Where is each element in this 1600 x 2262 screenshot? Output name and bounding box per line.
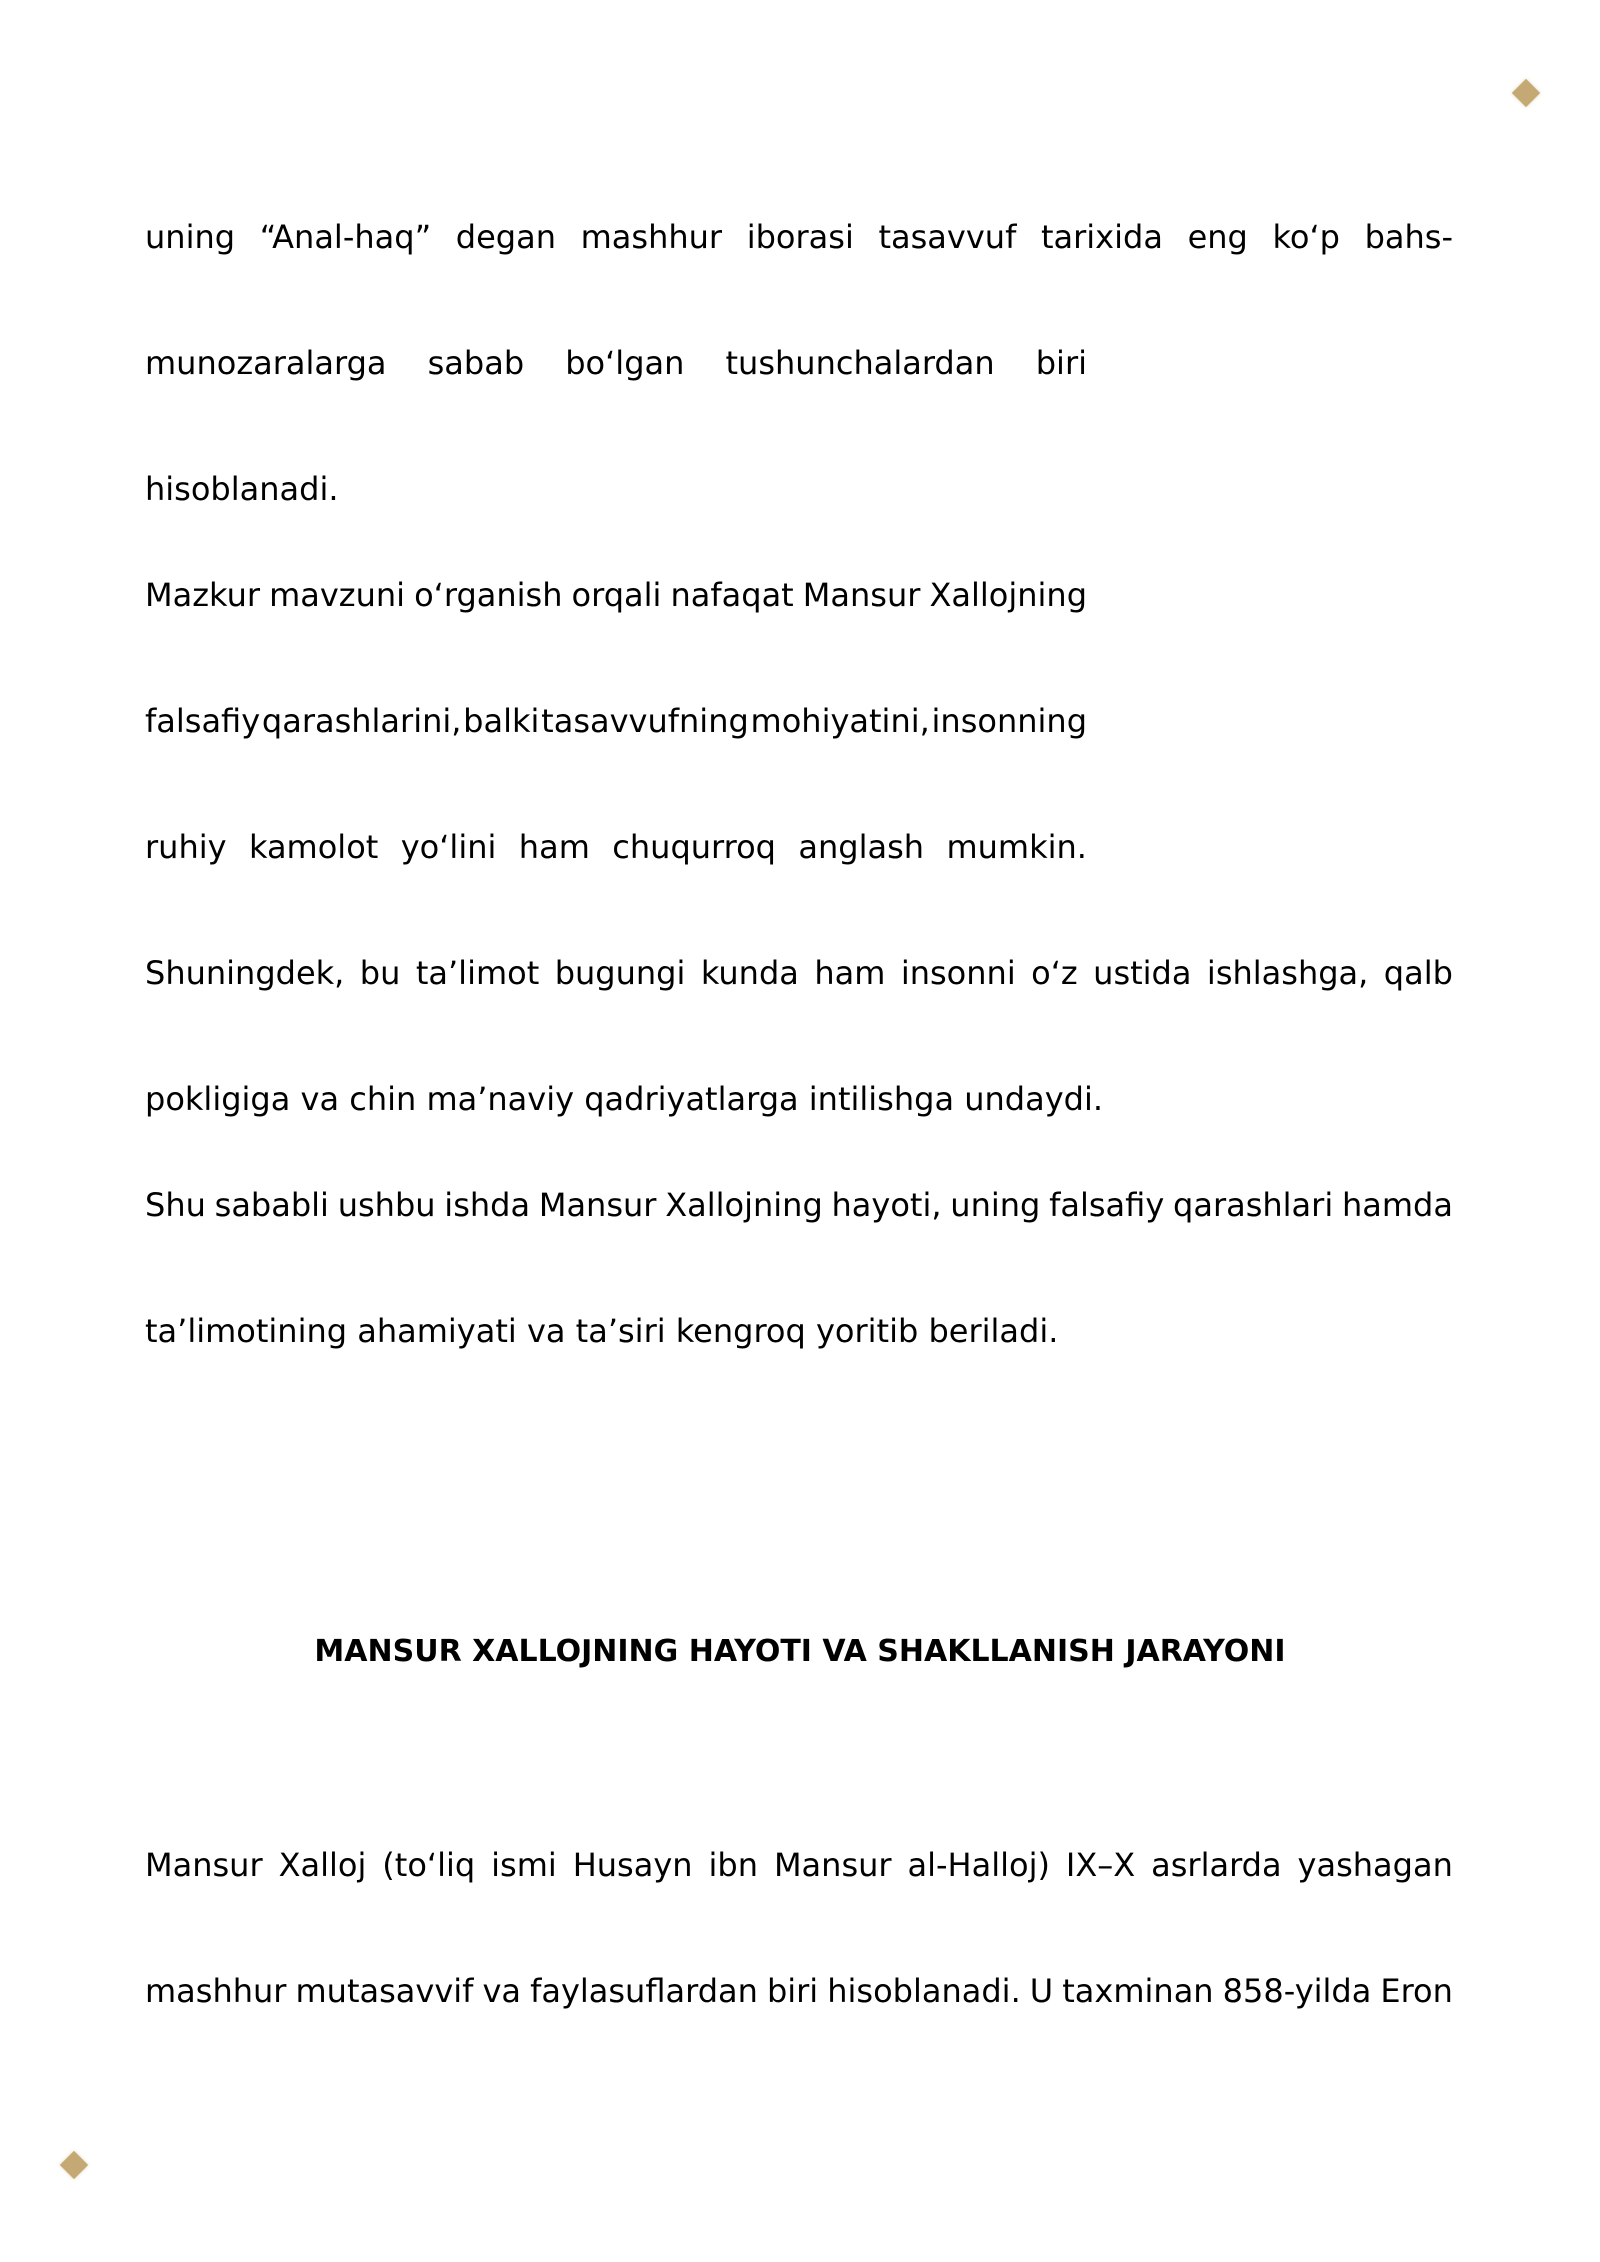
word: U xyxy=(1029,1972,1054,2010)
word: mashhur xyxy=(145,1972,287,2010)
word: uning xyxy=(950,1186,1041,1224)
word: “Anal-haq” xyxy=(259,218,432,256)
word: chuqurroq xyxy=(612,828,776,866)
word: ishda xyxy=(444,1186,531,1224)
word: ibn xyxy=(708,1846,758,1884)
word: falsafiy xyxy=(145,702,261,740)
word: ishlashga, xyxy=(1206,954,1369,992)
word: mutasavvif xyxy=(295,1972,474,2010)
word: bugungi xyxy=(554,954,686,992)
word: ustida xyxy=(1093,954,1192,992)
word: insonning xyxy=(931,702,1087,740)
word: mumkin. xyxy=(946,828,1087,866)
word: bu xyxy=(359,954,401,992)
word: ushbu xyxy=(337,1186,436,1224)
word: biri xyxy=(766,1972,819,2010)
word: hamda xyxy=(1341,1186,1453,1224)
word: sababli xyxy=(214,1186,329,1224)
paragraph-4-line-2 xyxy=(145,1971,1453,2011)
word: Shuningdek, xyxy=(145,954,345,992)
word: Xalloj xyxy=(278,1846,367,1884)
word: bahs- xyxy=(1364,218,1453,256)
paragraph-2-line-2 xyxy=(145,701,1087,741)
word: mavzuni xyxy=(269,576,406,614)
word: kamolot xyxy=(248,828,379,866)
word: va xyxy=(482,1972,522,2010)
word: Mansur xyxy=(802,576,921,614)
word: degan xyxy=(455,218,556,256)
word: tasavvuf xyxy=(878,218,1017,256)
word: eng xyxy=(1187,218,1248,256)
diamond-ornament-icon xyxy=(60,2151,88,2179)
word: bo‘lgan xyxy=(565,344,685,382)
word: munozaralarga xyxy=(145,344,387,382)
word: Xallojning xyxy=(929,576,1087,614)
word: orqali xyxy=(571,576,662,614)
word: faylasuflardan xyxy=(530,1972,758,2010)
word: iborasi xyxy=(746,218,854,256)
word: taxminan xyxy=(1062,1972,1214,2010)
word: ta’limot xyxy=(415,954,540,992)
diamond-ornament-icon xyxy=(1512,79,1540,107)
word: anglash xyxy=(798,828,925,866)
word: Mansur xyxy=(773,1846,892,1884)
word: falsafiy xyxy=(1049,1186,1165,1224)
word: (to‘liq xyxy=(382,1846,476,1884)
word: uning xyxy=(145,218,236,256)
paragraph-2-line-3 xyxy=(145,827,1087,867)
word: o‘rganish xyxy=(414,576,563,614)
word: ruhiy xyxy=(145,828,227,866)
word: nafaqat xyxy=(670,576,794,614)
word: o‘z xyxy=(1031,954,1078,992)
word: al-Halloj) xyxy=(907,1846,1050,1884)
word: insonni xyxy=(900,954,1016,992)
word: ham xyxy=(518,828,590,866)
word: hisoblanadi. xyxy=(827,1972,1021,2010)
paragraph-4-line-1 xyxy=(145,1845,1453,1885)
word: Mazkur xyxy=(145,576,260,614)
word: Mansur xyxy=(538,1186,657,1224)
paragraph-1-line-3: hisoblanadi. xyxy=(145,470,339,508)
word: mashhur xyxy=(580,218,723,256)
word: biri xyxy=(1035,344,1087,382)
word: ismi xyxy=(491,1846,557,1884)
word: balki xyxy=(463,702,540,740)
word: 858-yilda xyxy=(1222,1972,1372,2010)
word: kunda xyxy=(700,954,799,992)
paragraph-2-line-5: pokligiga va chin ma’naviy qadriyatlarga intilishga undaydi. xyxy=(145,1080,1104,1118)
word: yo‘lini xyxy=(400,828,497,866)
word: qalb xyxy=(1383,954,1453,992)
word: yashagan xyxy=(1297,1846,1453,1884)
word: sabab xyxy=(427,344,525,382)
paragraph-2-line-4 xyxy=(145,953,1453,993)
word: tarixida xyxy=(1040,218,1163,256)
word: qarashlarini, xyxy=(261,702,462,740)
word: Mansur xyxy=(145,1846,263,1884)
section-heading: MANSUR XALLOJNING HAYOTI VA SHAKLLANISH JARAYONI xyxy=(314,1634,1286,1669)
word: qarashlari xyxy=(1173,1186,1334,1224)
word: IX–X xyxy=(1065,1846,1136,1884)
paragraph-3-line-2: ta’limotining ahamiyati va ta’siri kengroq yoritib beriladi. xyxy=(145,1312,1059,1350)
word: ham xyxy=(814,954,886,992)
paragraph-1-line-2 xyxy=(145,343,1087,383)
word: Husayn xyxy=(572,1846,693,1884)
word: tushunchalardan xyxy=(725,344,995,382)
paragraph-2-line-1 xyxy=(145,575,1087,615)
word: Eron xyxy=(1380,1972,1453,2010)
paragraph-3-line-1 xyxy=(145,1185,1453,1225)
word: mohiyatini, xyxy=(750,702,930,740)
paragraph-1-line-1 xyxy=(145,217,1453,257)
word: Shu xyxy=(145,1186,206,1224)
word: hayoti, xyxy=(831,1186,942,1224)
word: Xallojning xyxy=(665,1186,823,1224)
word: tasavvufning xyxy=(541,702,749,740)
word: ko‘p xyxy=(1272,218,1340,256)
word: asrlarda xyxy=(1151,1846,1282,1884)
